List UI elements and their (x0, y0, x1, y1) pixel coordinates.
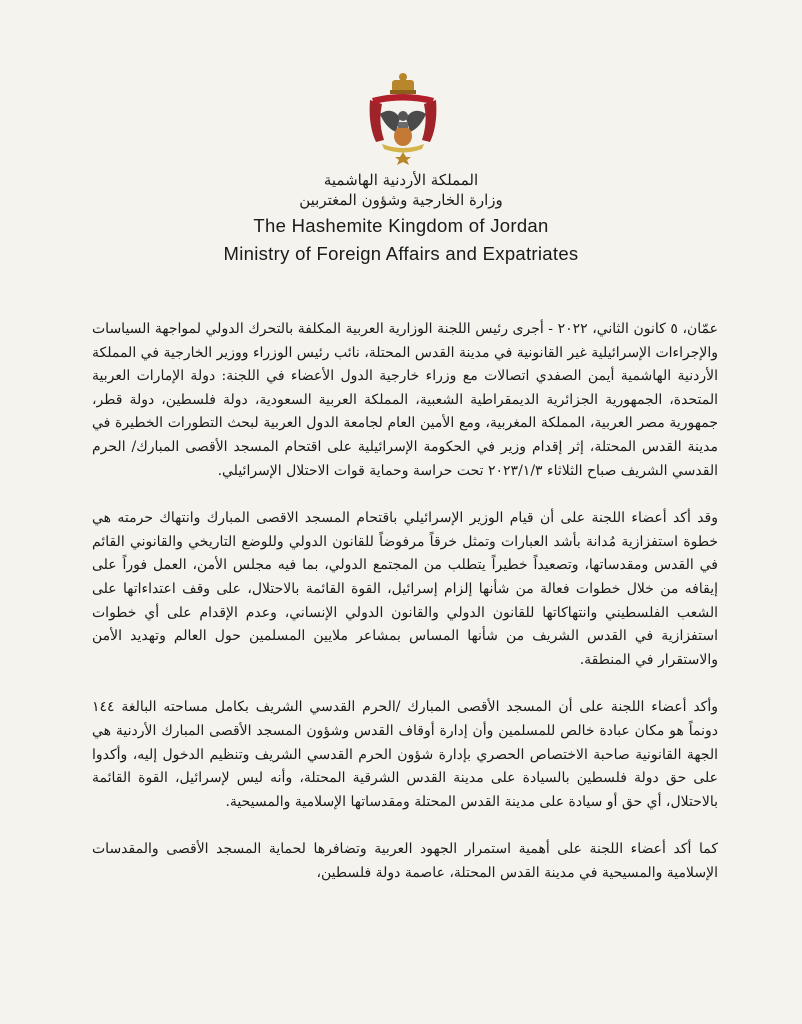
jordan-royal-emblem-icon (362, 70, 444, 168)
paragraph: وقد أكد أعضاء اللجنة على أن قيام الوزير الإسرائيلي باقتحام المسجد الاقصى المبارك وانتهاك حرمته هي خطوة استفزازية مُدانة بأشد العبارات وتمثل خرقاً مرفوضاً للقانون الدولي وللوضع التاريخي والقانوني القائم في القدس ومقدساتها، وتصعيداً خطيراً يتطلب من المجتمع الدولي، بما فيه مجلس الأمن، العمل فوراً على إيقافه من خلال خطوات فعالة من شأنها إلزام إسرائيل، القوة القائمة بالاحتلال، على وقف اعتداءاتها على الشعب الفلسطيني وانتهاكاتها للقانون الدولي والقانون الدولي الإنساني، وعدم الإقدام على أي خطوات استفزازية في القدس الشريف من شأنها المساس بمشاعر ملايين المسلمين حول العالم وتهديد الأمن والاستقرار في المنطقة. (92, 510, 718, 668)
statement-body (92, 318, 718, 909)
paragraph: كما أكد أعضاء اللجنة على أهمية استمرار الجهود العربية وتضافرها لحماية المسجد الأقصى والمقدسات الإسلامية والمسيحية في مدينة القدس المحتلة، عاصمة دولة فلسطين، (92, 841, 718, 881)
arabic-ministry-name: وزارة الخارجية وشؤون المغتربين (299, 191, 503, 209)
english-ministry-name: Ministry of Foreign Affairs and Expatriates (223, 243, 579, 264)
paragraph: وأكد أعضاء اللجنة على أن المسجد الأقصى المبارك /الحرم القدسي الشريف بكامل مساحته البالغة ١٤٤ دونماً هو مكان عبادة خالص للمسلمين وأن إدارة أوقاف القدس وشؤون المسجد الأقصى المبارك الأردنية هي الجهة القانونية صاحبة الاختصاص الحصري بإدارة شؤون الحرم القدسي الشريف وتنظيم الدخول إليه، وأكدوا على حق دولة فلسطين بالسيادة على مدينة القدس الشرقية المحتلة، وأنه ليس لإسرائيل، القوة القائمة بالاحتلال، أي حق أو سيادة على مدينة القدس المحتلة ومقدساتها الإسلامية والمسيحية. (92, 699, 718, 810)
arabic-kingdom-name: المملكة الأردنية الهاشمية (323, 171, 479, 189)
paragraph: عمّان، ٥ كانون الثاني، ٢٠٢٢ - أجرى رئيس اللجنة الوزارية العربية المكلفة بالتحرك الدولي لمواجهة السياسات والإجراءات الإسرائيلية غير القانونية في مدينة القدس المحتلة، نائب رئيس الوزراء ووزير الخارجية في المملكة الأردنية الهاشمية أيمن الصفدي اتصالات مع وزراء خارجية الدول الأعضاء في اللجنة: دولة الإمارات العربية المتحدة، الجمهورية الجزائرية الديمقراطية الشعبية، المملكة العربية السعودية، دولة فلسطين، دولة قطر، جمهورية مصر العربية، المملكة المغربية، ومع الأمين العام لجامعة الدول العربية لبحث التطورات الخطيرة في مدينة القدس المحتلة، إثر إقدام وزير في الحكومة الإسرائيلية على اقتحام المسجد الأقصى المبارك/ الحرم القدسي الشريف صباح الثلاثاء ٢٠٢٣/١/٣ تحت حراسة وحماية قوات الاحتلال الإسرائيلي. (92, 321, 719, 479)
letterhead (0, 170, 802, 268)
english-kingdom-name: The Hashemite Kingdom of Jordan (253, 215, 549, 236)
